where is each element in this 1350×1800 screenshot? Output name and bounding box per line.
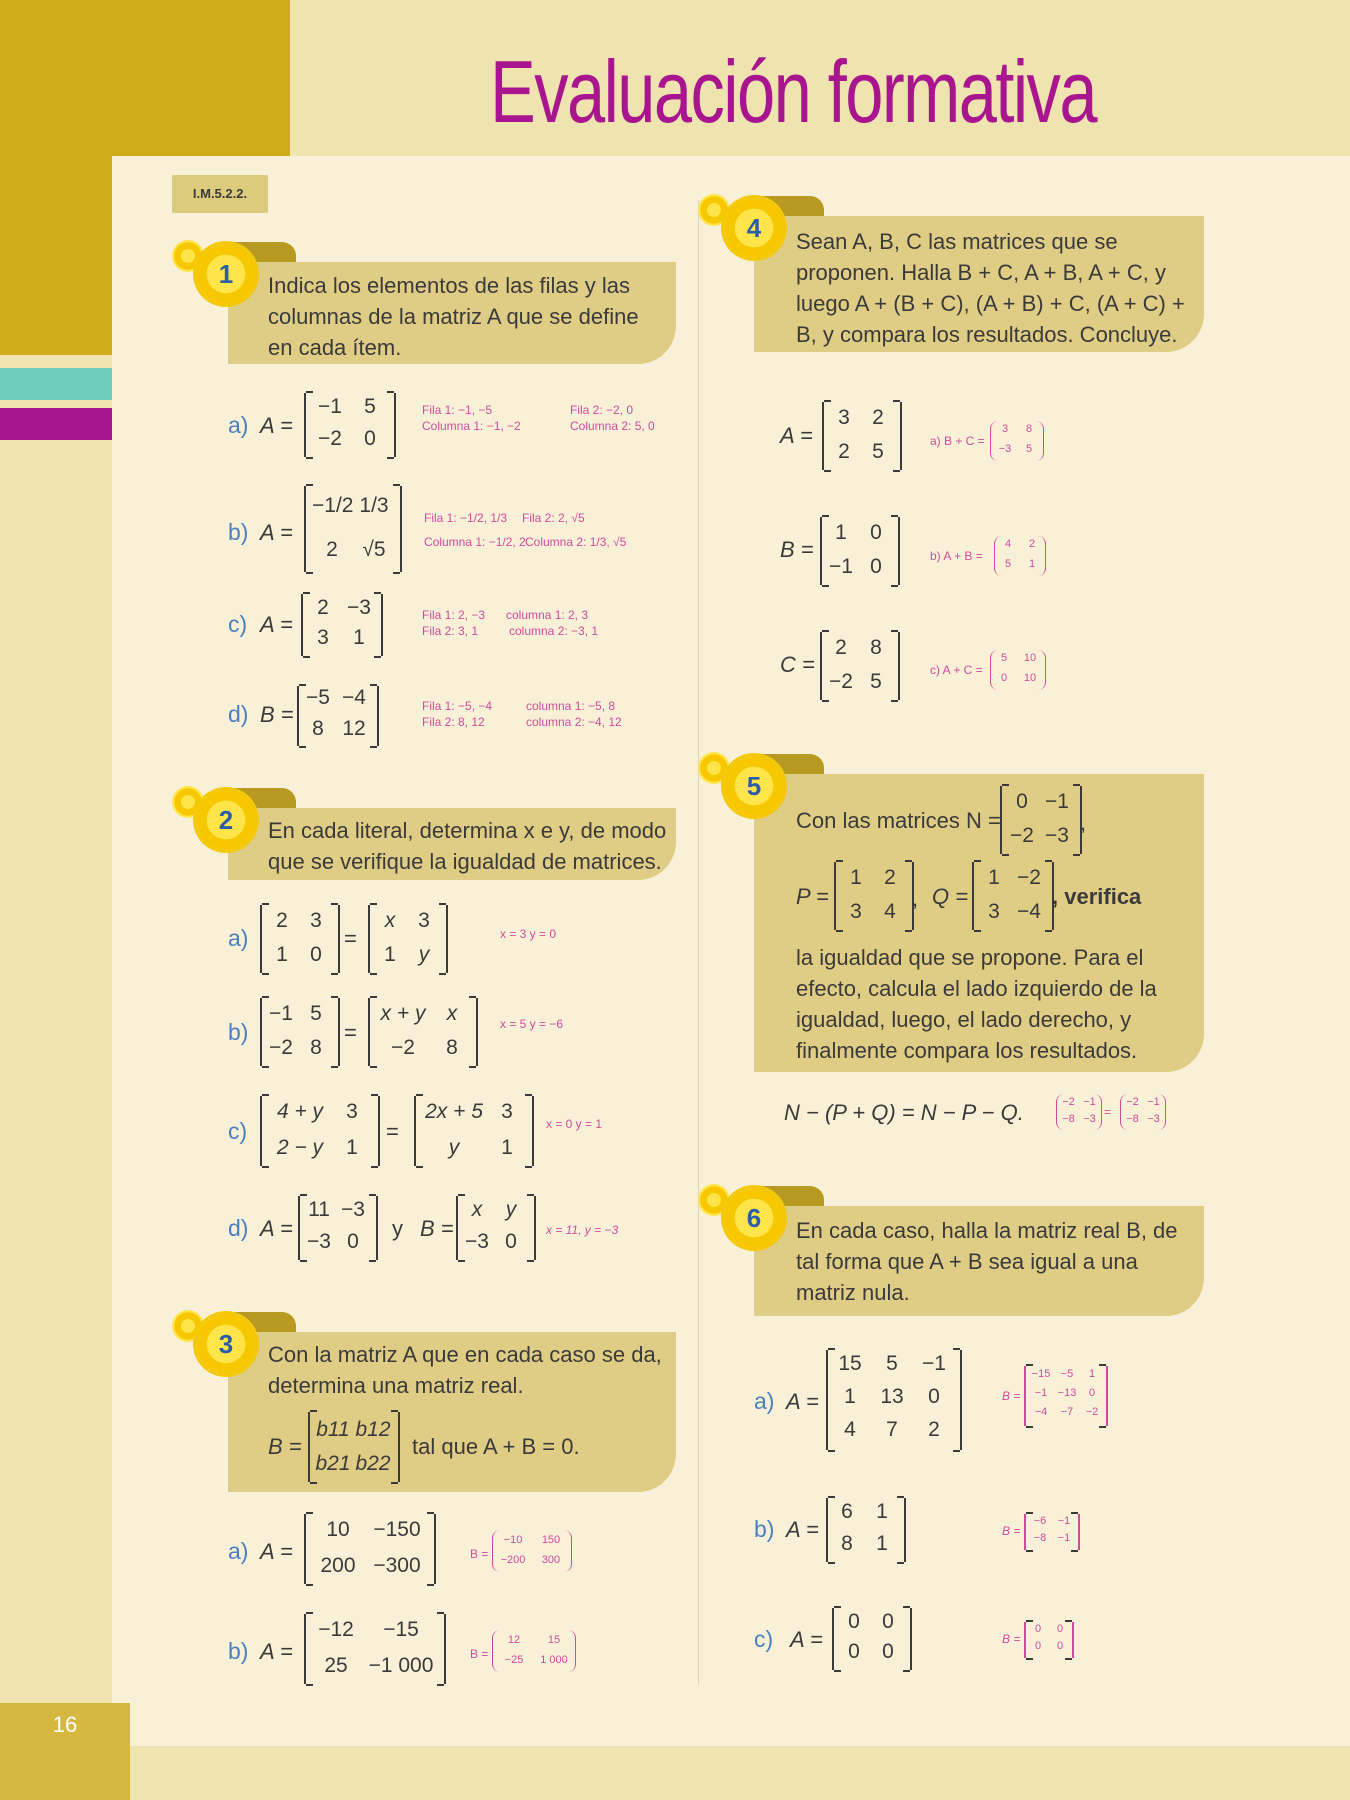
matrix-lhs: A = — [260, 612, 293, 637]
item-label: a) — [228, 1538, 249, 1564]
matrix: −5 −4 8 12 — [297, 686, 379, 746]
matrix: 0 −1 −2 −3 — [1000, 786, 1082, 854]
matrix: −1 5 −2 0 — [304, 393, 396, 457]
equation: N − (P + Q) = N − P − Q. — [784, 1100, 1024, 1125]
exercise-number-badge: 4 — [724, 198, 784, 258]
item-label: a) — [754, 1388, 775, 1414]
exercise-6-instruction: En cada caso, halla la matriz real B, de tal forma que A + B sea igual a una matriz nula. — [796, 1218, 1178, 1305]
answer: Fila 1: −1, −5 — [422, 403, 493, 417]
answer: x = 11, y = −3 — [546, 1223, 619, 1237]
matrix: 2 −3 3 1 — [301, 594, 383, 656]
answer-matrix: 12 15 −25 1 000 — [492, 1630, 576, 1672]
answer: x = 3 y = 0 — [500, 927, 557, 941]
teal-stripe — [0, 368, 112, 400]
matrix: 1 −2 3 −4 — [972, 862, 1054, 930]
column-divider — [698, 200, 699, 1685]
answer-matrix: −10 150 −200 300 — [492, 1530, 572, 1572]
matrix: 4 + y 3 2 − y 1 — [260, 1096, 380, 1166]
answer-matrix: −2 −1 −8 −3 — [1056, 1094, 1102, 1130]
matrix: x 3 1 y — [368, 905, 448, 973]
exercise-number-badge: 3 — [196, 1314, 256, 1374]
answer-matrix: −6 −1 −8 −1 — [1024, 1514, 1080, 1550]
footer-band — [0, 1746, 1350, 1800]
matrix-lhs: A = — [260, 413, 293, 438]
answer: Fila 2: 3, 1 — [422, 624, 479, 638]
matrix: x y −3 0 — [456, 1196, 536, 1260]
answer-lhs: B = — [470, 1547, 489, 1561]
matrix-lhs: A = — [260, 1539, 293, 1564]
matrix: 0 0 0 0 — [832, 1608, 912, 1670]
exercise-5-instruction: la igualdad que se propone. Para el efecto, calcula el lado izquierdo de la igualdad, luego, el lado derecho, y finalmente compara los resultados. — [796, 945, 1157, 1063]
answer-lhs: c) A + C = — [930, 663, 983, 677]
answer: Fila 1: −1/2, 1/3 — [424, 511, 508, 525]
item-label: c) — [228, 611, 248, 637]
answer: Fila 2: 2, √5 — [522, 511, 585, 525]
matrix: −1/2 1/3 2 √5 — [304, 486, 402, 572]
answer: Columna 2: 1/3, √5 — [525, 535, 627, 549]
item-label: a) — [228, 412, 249, 438]
verifica-keyword: , verifica — [1052, 884, 1142, 909]
equals-sign: = — [344, 926, 357, 951]
answer-lhs: B = — [1002, 1389, 1021, 1403]
matrix: 1 2 3 4 — [834, 862, 914, 930]
answer-equals: = — [1104, 1105, 1112, 1119]
matrix: 2x + 5 3 y 1 — [414, 1096, 534, 1166]
answer-matrix: −2 −1 −8 −3 — [1120, 1094, 1166, 1130]
page-title: Evaluación formativa — [490, 42, 1096, 141]
answer-matrix: 0 0 0 0 — [1024, 1622, 1074, 1658]
answer: Columna 2: 5, 0 — [570, 419, 655, 433]
conjunction: y — [392, 1216, 403, 1241]
matrix-lhs: Q = — [932, 884, 969, 909]
answer: Fila 2: −2, 0 — [570, 403, 634, 417]
matrix: −12 −15 25 −1 000 — [304, 1614, 446, 1684]
exercise-4-instruction: Sean A, B, C las matrices que se proponen. Halla B + C, A + B, A + C, y luego A + (B + C), (A + B) + C, (A + C) + B, y compara los resultados. Concluye. — [796, 229, 1185, 347]
formula-lhs: B = — [268, 1434, 302, 1459]
matrix-lhs: A = — [780, 423, 813, 448]
answer-lhs: b) A + B = — [930, 549, 983, 563]
answer: x = 5 y = −6 — [500, 1017, 564, 1031]
answer-matrix: 3 8 −3 5 — [990, 421, 1044, 461]
matrix-lhs: C = — [780, 652, 815, 677]
matrix: 1 0 −1 0 — [820, 517, 900, 585]
item-label: d) — [228, 701, 249, 727]
exercise-number-badge: 2 — [196, 790, 256, 850]
matrix: 2 8 −2 5 — [820, 632, 900, 700]
answer-lhs: B = — [1002, 1524, 1021, 1538]
answer-lhs: B = — [470, 1647, 489, 1661]
item-label: a) — [228, 925, 249, 951]
magenta-stripe — [0, 408, 112, 440]
item-label: b) — [228, 519, 249, 545]
answer: Fila 1: 2, −3 — [422, 608, 486, 622]
matrix-lhs: B = — [260, 702, 294, 727]
answer: Fila 2: 8, 12 — [422, 715, 485, 729]
matrix: 10 −150 200 −300 — [304, 1514, 436, 1584]
matrix-lhs: A = — [786, 1517, 819, 1542]
matrix-lhs: A = — [790, 1627, 823, 1652]
matrix: 15 5 −1 1 13 0 4 7 2 — [826, 1350, 962, 1450]
exercise-1-instruction: Indica los elementos de las filas y las columnas de la matriz A que se define en cada ítem. — [268, 273, 639, 360]
answer: Fila 1: −5, −4 — [422, 699, 493, 713]
answer-matrix: 5 10 0 10 — [990, 650, 1046, 690]
comma: , — [1080, 810, 1087, 835]
answer-lhs: B = — [1002, 1632, 1021, 1646]
matrix: −1 5 −2 8 — [260, 998, 340, 1066]
answer: columna 2: −3, 1 — [509, 624, 599, 638]
matrix: 3 2 2 5 — [822, 402, 902, 470]
matrix-lhs: A = — [260, 520, 293, 545]
answer: columna 1: 2, 3 — [506, 608, 589, 622]
matrix: b11 b12 b21 b22 — [308, 1412, 400, 1482]
exercise-3-instruction: Con la matriz A que en cada caso se da, determina una matriz real. — [268, 1342, 662, 1398]
answer: Columna 1: −1, −2 — [422, 419, 521, 433]
answer-matrix: 4 2 5 1 — [994, 536, 1046, 576]
comma: , — [912, 886, 919, 911]
exercise-2-instruction: En cada literal, determina x e y, de modo que se verifique la igualdad de matrices. — [268, 818, 667, 874]
matrix-lhs: B = — [780, 537, 814, 562]
matrix-lhs: P = — [796, 884, 829, 909]
formula-rhs: tal que A + B = 0. — [412, 1434, 580, 1459]
page-number: 16 — [52, 1712, 78, 1737]
exercise-5-intro: Con las matrices N = — [796, 808, 1001, 833]
item-label: b) — [228, 1019, 249, 1045]
exercise-number-badge: 6 — [724, 1188, 784, 1248]
item-label: c) — [754, 1626, 774, 1652]
exercise-number-badge: 5 — [724, 756, 784, 816]
matrix-lhs: A = — [260, 1216, 293, 1241]
item-label: b) — [228, 1638, 249, 1664]
answer-lhs: a) B + C = — [930, 434, 985, 448]
answer-matrix: −15 −5 1 −1 −13 0 −4 −7 −2 — [1024, 1366, 1108, 1426]
matrix: x + y x −2 8 — [368, 998, 478, 1066]
answer: columna 2: −4, 12 — [526, 715, 622, 729]
exercise-number-badge: 1 — [196, 244, 256, 304]
answer: x = 0 y = 1 — [546, 1117, 603, 1131]
matrix: 2 3 1 0 — [260, 905, 340, 973]
matrix: 6 1 8 1 — [826, 1498, 906, 1562]
answer: columna 1: −5, 8 — [526, 699, 616, 713]
indicator-code: I.M.5.2.2. — [172, 175, 268, 213]
matrix: 11 −3 −3 0 — [298, 1196, 378, 1260]
matrix-lhs: B = — [420, 1216, 454, 1241]
item-label: d) — [228, 1215, 249, 1241]
equals-sign: = — [386, 1119, 399, 1144]
item-label: b) — [754, 1516, 775, 1542]
matrix-lhs: A = — [260, 1639, 293, 1664]
equals-sign: = — [344, 1020, 357, 1045]
answer: Columna 1: −1/2, 2 — [424, 535, 526, 549]
matrix-lhs: A = — [786, 1389, 819, 1414]
item-label: c) — [228, 1118, 248, 1144]
